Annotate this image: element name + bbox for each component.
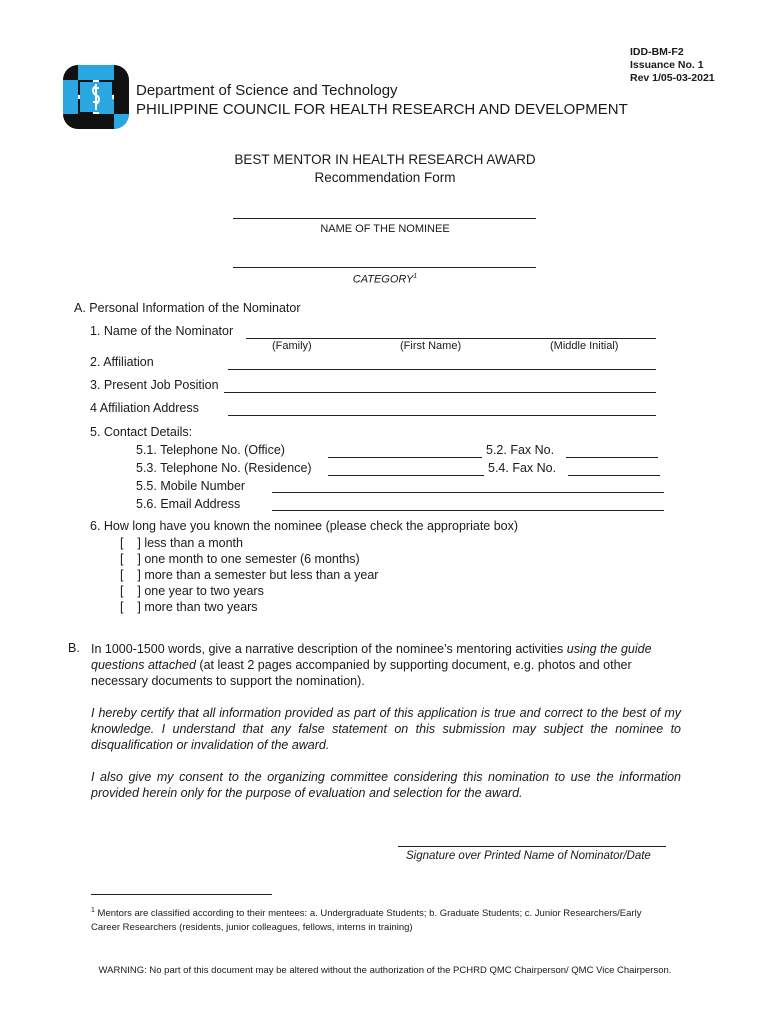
option-row[interactable] (120, 584, 264, 598)
fax2-label: 5.4. Fax No. (488, 461, 557, 475)
section-a-heading: A. Personal Information of the Nominator (74, 301, 301, 315)
mobile-line[interactable] (272, 492, 664, 493)
tel-residence-line[interactable] (328, 475, 484, 476)
option-label: more than a semester but less than a year (144, 568, 379, 582)
mobile-label: 5.5. Mobile Number (136, 479, 246, 493)
nominee-name-line[interactable] (233, 218, 536, 219)
dost-logo (60, 64, 132, 130)
job-position-label: 3. Present Job Position (90, 378, 219, 392)
nominator-name-label: 1. Name of the Nominator (90, 324, 234, 338)
fax1-label: 5.2. Fax No. (486, 443, 555, 457)
council-name: PHILIPPINE COUNCIL FOR HEALTH RESEARCH AND DEVELOPMENT (136, 101, 628, 118)
footnote-text: Mentors are classified according to their mentees: a. Undergraduate Students; b. Graduate Students; c. Junior Researchers/Early Career Researchers (residents, junior colleagues, fellows, interns in training) (91, 908, 642, 934)
tel-office-label: 5.1. Telephone No. (Office) (136, 443, 285, 457)
form-title: BEST MENTOR IN HEALTH RESEARCH AWARD (234, 152, 536, 167)
option-label: one year to two years (144, 584, 264, 598)
consent-statement: I also give my consent to the organizing committee considering this nomination to use the information provided herein only for the purpose of evaluation and selection for the award. (91, 770, 681, 800)
family-name-caption: (Family) (272, 340, 312, 352)
how-long-question: 6. How long have you known the nominee (please check the appropriate box) (90, 519, 519, 533)
section-b-instructions: In 1000-1500 words, give a narrative description of the nominee’s mentoring activities using the guide questions attached (at least 2 pages accompanied by supporting document, e.g. photos and other necessary documents to support the nomination). (91, 642, 652, 688)
category-footnote-mark: 1 (413, 273, 418, 280)
job-position-line[interactable] (224, 392, 656, 393)
document-code-id: IDD-BM-F2 (630, 46, 684, 58)
option-label: less than a month (144, 536, 243, 550)
middle-initial-caption: (Middle Initial) (550, 340, 619, 352)
option-row[interactable] (120, 536, 243, 550)
affiliation-label: 2. Affiliation (90, 355, 154, 369)
category-caption: CATEGORY$^1$ (352, 273, 418, 286)
checkbox[interactable]: [ ] (120, 552, 145, 566)
form-subtitle: Recommendation Form (314, 170, 456, 185)
email-label: 5.6. Email Address (136, 497, 241, 511)
document-code (630, 46, 715, 85)
footnote-divider (91, 894, 272, 895)
checkbox[interactable]: [ ] (120, 536, 145, 550)
issuance-number: Issuance No. 1 (630, 59, 704, 71)
warning-notice: WARNING: No part of this document may be altered without the authorization of the PCHRD QMC Chairperson/ QMC Vice Chairperson. (98, 965, 672, 976)
email-line[interactable] (272, 510, 664, 511)
tel-residence-label: 5.3. Telephone No. (Residence) (136, 461, 312, 475)
option-row[interactable] (120, 600, 258, 614)
fax1-line[interactable] (566, 457, 658, 458)
category-line[interactable] (233, 267, 536, 268)
fax2-line[interactable] (568, 475, 660, 476)
affiliation-address-label: 4 Affiliation Address (90, 401, 199, 415)
section-b-label: B. (68, 641, 80, 655)
checkbox[interactable]: [ ] (120, 600, 145, 614)
signature-line[interactable] (398, 846, 666, 847)
option-row[interactable] (120, 568, 378, 582)
option-label: more than two years (144, 600, 258, 614)
footnote-mark: 1 (91, 907, 95, 914)
department-name: Department of Science and Technology (136, 82, 398, 99)
option-label: one month to one semester (6 months) (144, 552, 360, 566)
affiliation-line[interactable] (228, 369, 656, 370)
tel-office-line[interactable] (328, 457, 482, 458)
nominator-name-line[interactable] (246, 338, 656, 339)
revision-date: Rev 1/05-03-2021 (630, 72, 715, 84)
certification-statement: I hereby certify that all information provided as part of this application is true and correct to the best of my knowledge. I understand that any false statement on this submission may subject the nominee to disqualification or invalidation of the award. (91, 706, 681, 752)
first-name-caption: (First Name) (400, 340, 462, 352)
footnote (91, 904, 671, 935)
nominee-name-caption: NAME OF THE NOMINEE (320, 223, 450, 235)
affiliation-address-line[interactable] (228, 415, 656, 416)
checkbox[interactable]: [ ] (120, 568, 145, 582)
checkbox[interactable]: [ ] (120, 584, 145, 598)
signature-caption: Signature over Printed Name of Nominator/Date (406, 850, 651, 862)
contact-details-label: 5. Contact Details: (90, 425, 193, 439)
option-row[interactable] (120, 552, 360, 566)
